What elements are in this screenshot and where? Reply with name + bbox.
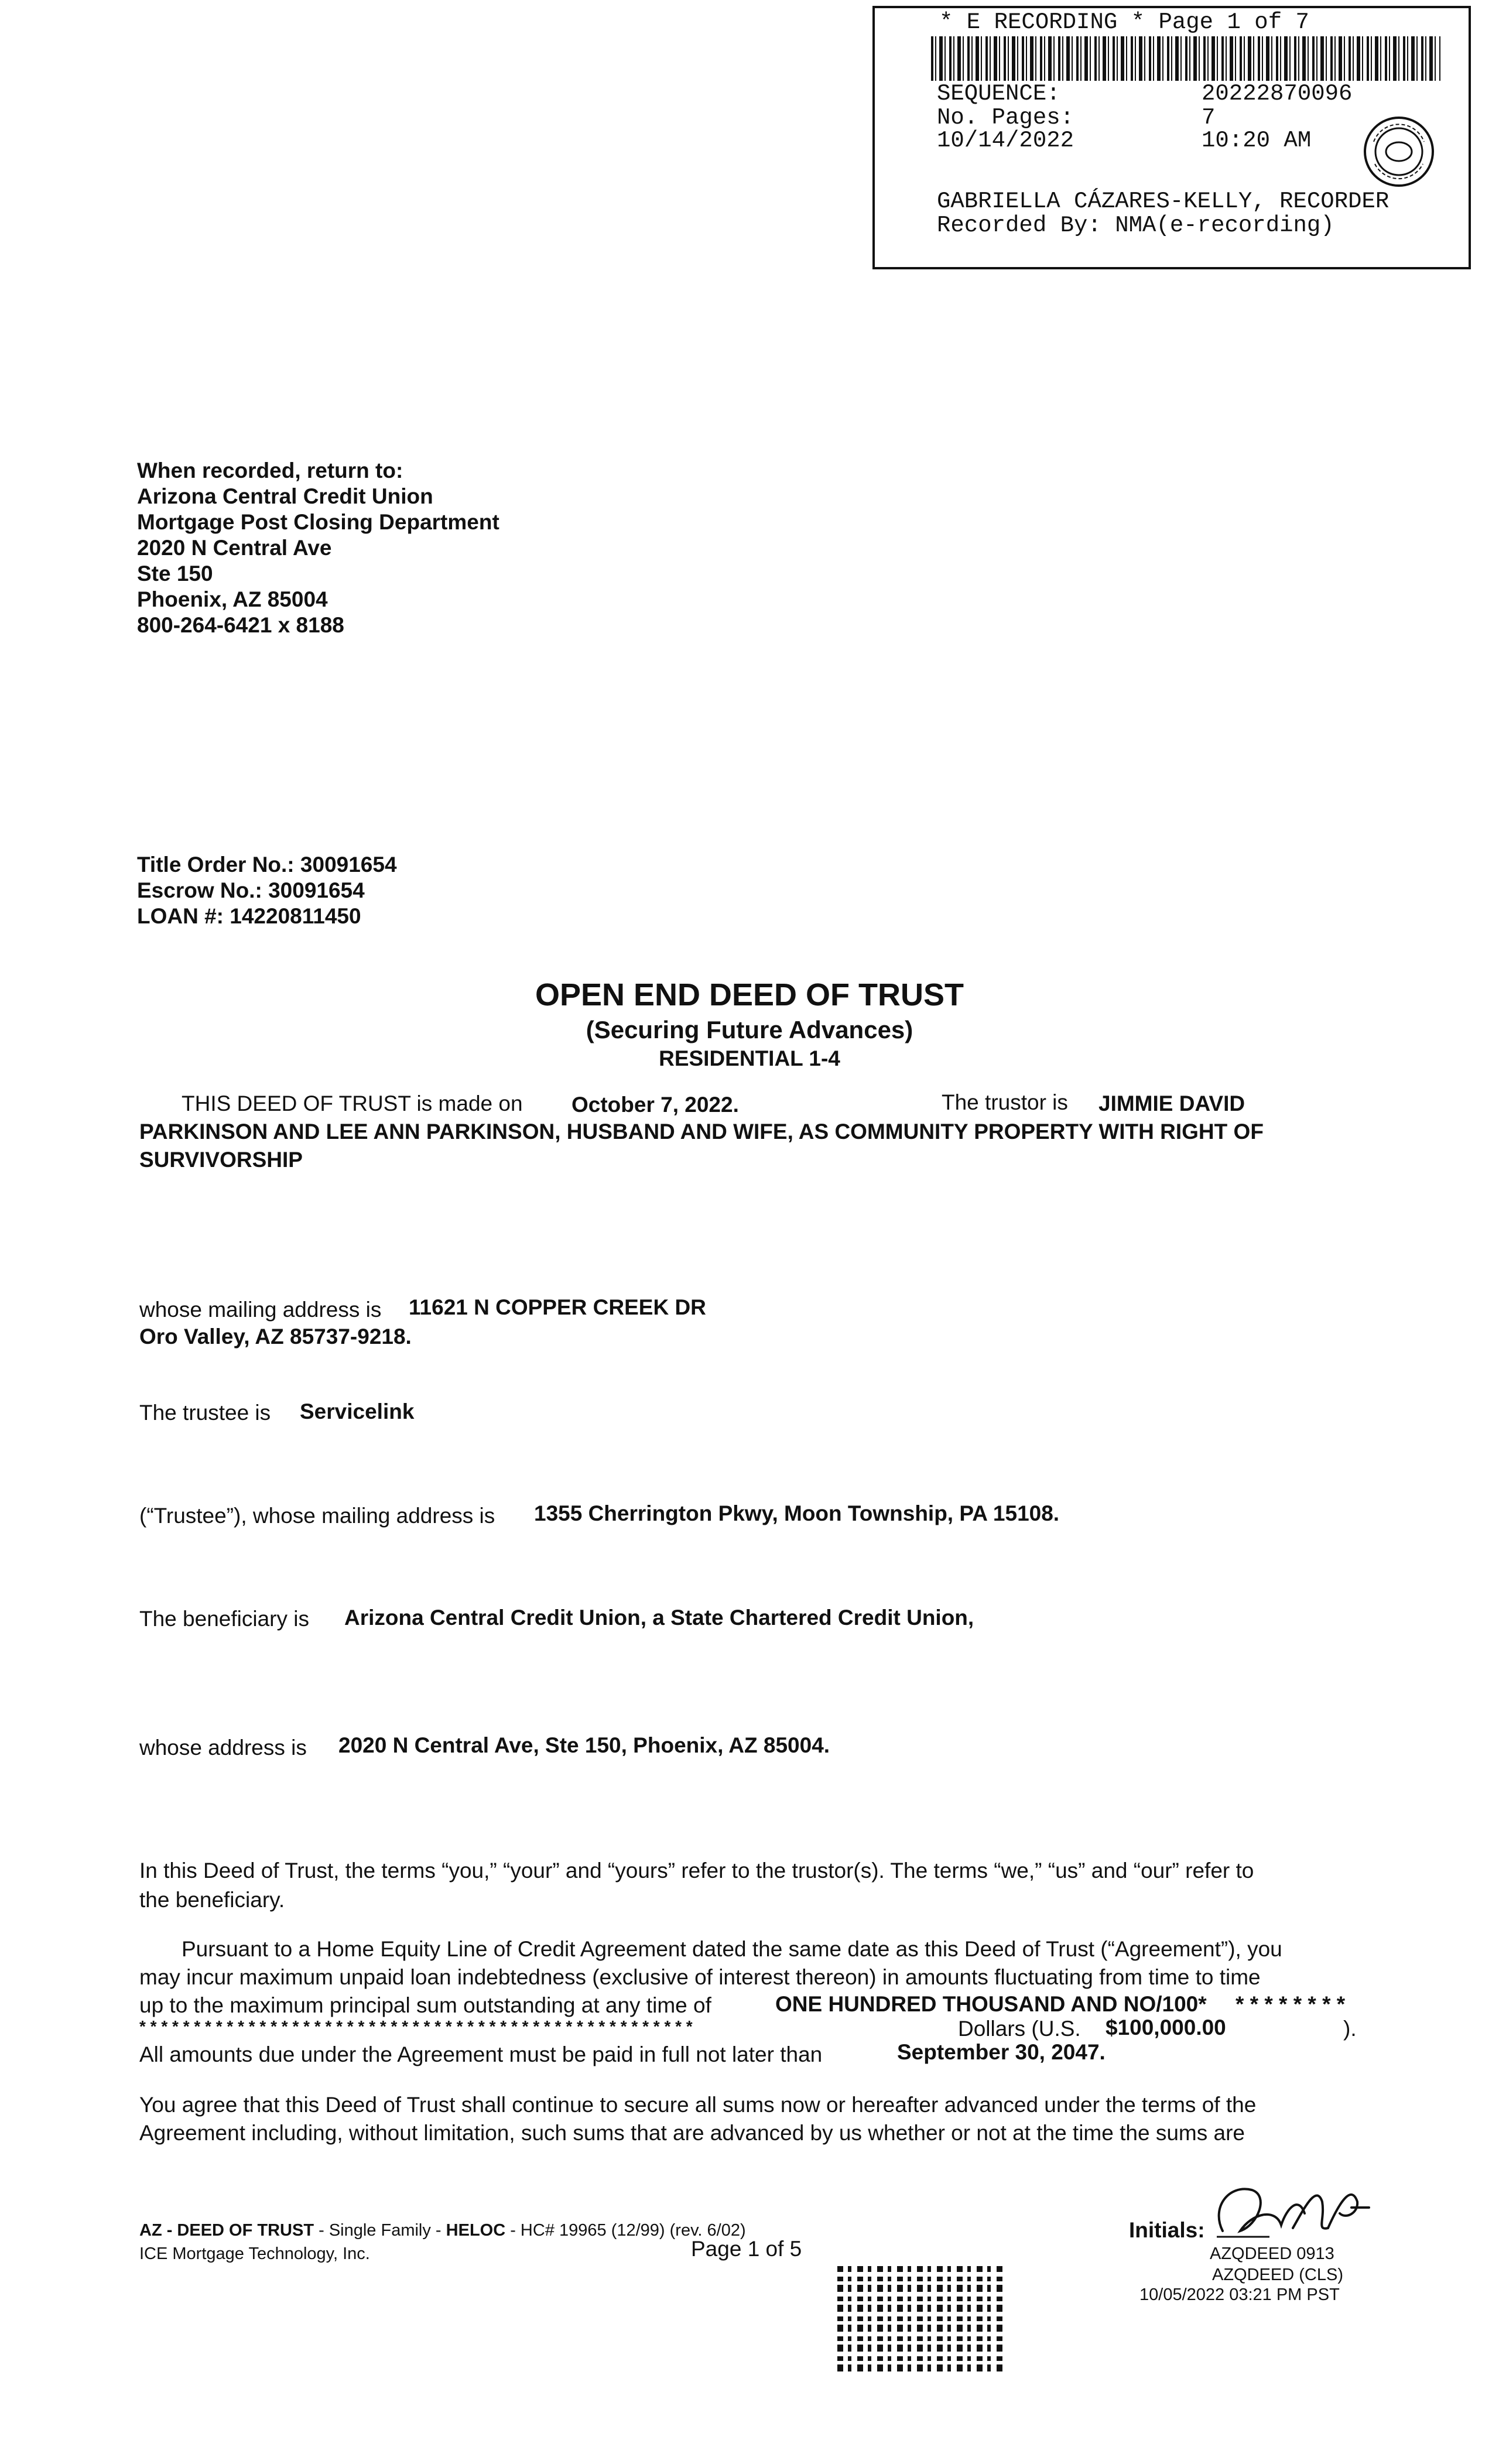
initials-signature	[1205, 2172, 1375, 2249]
terms-p2-line-3: up to the maximum principal sum outstanding at any time of	[139, 1993, 711, 2017]
return-heading: When recorded, return to:	[137, 458, 403, 482]
return-line-5: Phoenix, AZ 85004	[137, 587, 328, 611]
page-number: Page 1 of 5	[691, 2237, 802, 2261]
terms-p1-line-1: In this Deed of Trust, the terms “you,” “your” and “yours” refer to the trustor(s). The terms “we,” “us” and “our” refer to	[139, 1859, 1254, 1883]
document-type: RESIDENTIAL 1-4	[659, 1046, 840, 1070]
amount-in-words: ONE HUNDRED THOUSAND AND NO/100*	[775, 1992, 1207, 2016]
maturity-date: September 30, 2047.	[897, 2040, 1106, 2064]
recorder-stamp	[872, 6, 1471, 269]
made-on-label: THIS DEED OF TRUST is made on	[182, 1091, 523, 1115]
amount-stars-line: * * * * * * * * * * * * * * * * * * * * * * * * * * * * * * * * * * * * * * * * * * * * * * * * * * *	[139, 2017, 693, 2035]
document-subtitle: (Securing Future Advances)	[586, 1016, 913, 1043]
form-code: AZQDEED 0913	[1210, 2244, 1334, 2263]
form-description	[139, 2219, 746, 2241]
sequence-value: 20222870096	[1202, 81, 1353, 107]
barcode	[931, 36, 1440, 81]
stamp-header: * E RECORDING * Page 1 of 7	[939, 9, 1309, 35]
terms-p2-line-1: Pursuant to a Home Equity Line of Credit Agreement dated the same date as this Deed of Trust (“Agreement”), you	[182, 1937, 1282, 1961]
form-code-2: AZQDEED (CLS)	[1212, 2265, 1343, 2284]
reference-block	[137, 852, 397, 929]
form-name: AZ - DEED OF TRUST	[139, 2221, 314, 2240]
terms-paragraph-1	[139, 1856, 1357, 1915]
record-date: 10/14/2022	[937, 128, 1074, 153]
dollars-close: ).	[1343, 2017, 1357, 2041]
return-line-3: 2020 N Central Ave	[137, 536, 332, 560]
mailing-label: whose mailing address is	[139, 1298, 382, 1322]
pages-value: 7	[1202, 105, 1216, 131]
trustor-label: The trustor is	[942, 1090, 1068, 1114]
initials-label: Initials:	[1129, 2218, 1205, 2242]
beneficiary-label: The beneficiary is	[139, 1607, 309, 1631]
return-address-block	[137, 458, 499, 638]
return-line-4: Ste 150	[137, 562, 213, 586]
mailing-line-2: Oro Valley, AZ 85737-9218.	[139, 1325, 412, 1349]
beneficiary-name: Arizona Central Credit Union, a State Chartered Credit Union,	[344, 1606, 974, 1630]
terms-p2-line-2: may incur maximum unpaid loan indebtedness (exclusive of interest thereon) in amounts fluctuating from time to time	[139, 1965, 1261, 1989]
record-time: 10:20 AM	[1202, 128, 1312, 153]
recorded-by: Recorded By: NMA(e-recording)	[937, 213, 1334, 238]
escrow-number: Escrow No.: 30091654	[137, 878, 365, 902]
form-timestamp: 10/05/2022 03:21 PM PST	[1139, 2285, 1340, 2304]
trustor-line-2: PARKINSON AND LEE ANN PARKINSON, HUSBAND AND WIFE, AS COMMUNITY PROPERTY WITH RIGHT OF	[139, 1120, 1264, 1144]
trustee-label: The trustee is	[139, 1401, 271, 1425]
terms-p3-line-2: Agreement including, without limitation, such sums that are advanced by us whether or not at the time the sums are	[139, 2121, 1245, 2145]
form-heloc: HELOC	[446, 2221, 506, 2240]
mailing-line-1: 11621 N COPPER CREEK DR	[409, 1295, 706, 1319]
trustor-line-3: SURVIVORSHIP	[139, 1148, 303, 1172]
data-matrix-code	[837, 2266, 1007, 2371]
terms-p3-line-1: You agree that this Deed of Trust shall continue to secure all sums now or hereafter advanced under the terms of the	[139, 2093, 1257, 2117]
terms-p2-line-5: All amounts due under the Agreement must be paid in full not later than	[139, 2042, 823, 2066]
document-title: OPEN END DEED OF TRUST	[535, 977, 964, 1012]
trustor-name: JIMMIE DAVID	[1098, 1091, 1245, 1115]
county-recorder-seal-icon	[1361, 114, 1437, 190]
terms-p1-line-2: the beneficiary.	[139, 1888, 285, 1912]
title-order-number: Title Order No.: 30091654	[137, 853, 397, 877]
pages-label: No. Pages:	[937, 105, 1074, 131]
return-line-2: Mortgage Post Closing Department	[137, 510, 499, 534]
amount-stars-end: * * * * * * * *	[1236, 1992, 1346, 2016]
trustee-name: Servicelink	[300, 1399, 415, 1423]
trustee-address: 1355 Cherrington Pkwy, Moon Township, PA 15108.	[534, 1501, 1060, 1525]
recorder-name: GABRIELLA CÁZARES-KELLY, RECORDER	[937, 189, 1390, 214]
sequence-label: SEQUENCE:	[937, 81, 1060, 107]
form-desc-1: - Single Family -	[314, 2221, 446, 2240]
beneficiary-address-label: whose address is	[139, 1736, 307, 1760]
form-desc-2: - HC# 19965 (12/99) (rev. 6/02)	[505, 2221, 746, 2240]
vendor-name: ICE Mortgage Technology, Inc.	[139, 2244, 370, 2263]
loan-number: LOAN #: 14220811450	[137, 904, 361, 928]
trustee-address-label: (“Trustee”), whose mailing address is	[139, 1504, 495, 1528]
principal-amount: $100,000.00	[1106, 2015, 1226, 2039]
beneficiary-address: 2020 N Central Ave, Ste 150, Phoenix, AZ 85004.	[338, 1733, 830, 1757]
dollars-label: Dollars (U.S.	[958, 2017, 1081, 2041]
return-line-6: 800-264-6421 x 8188	[137, 613, 344, 637]
made-on-date: October 7, 2022.	[571, 1093, 739, 1117]
return-line-1: Arizona Central Credit Union	[137, 484, 433, 508]
